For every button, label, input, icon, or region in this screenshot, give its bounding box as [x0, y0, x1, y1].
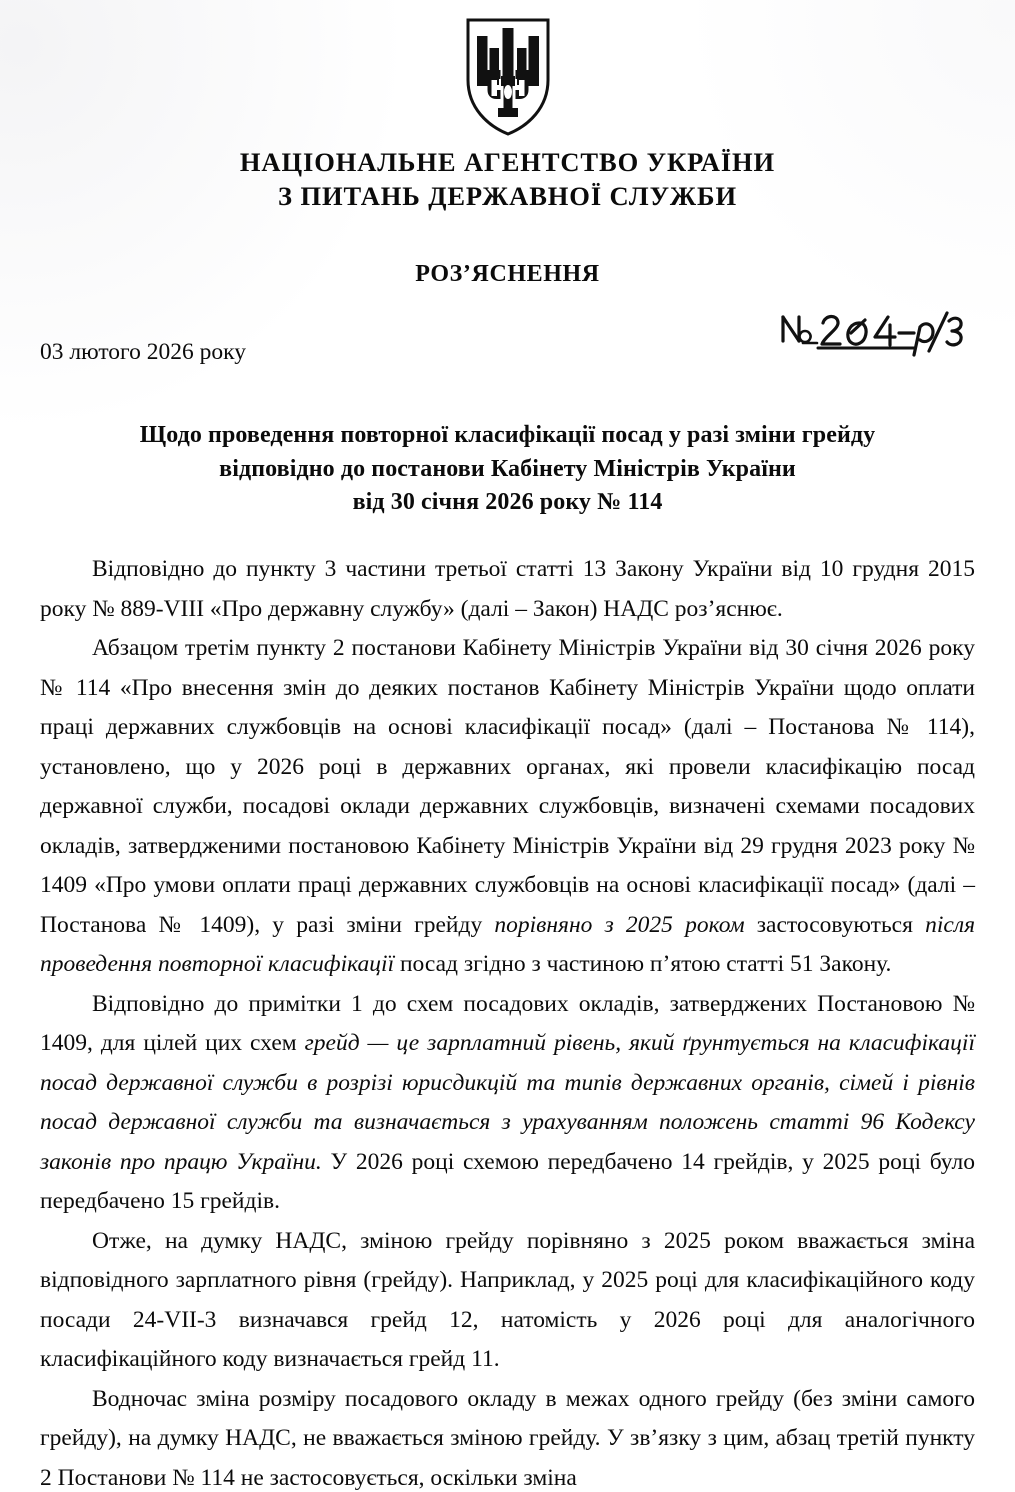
document-number-handwritten: [777, 303, 967, 365]
subject-line-2: відповідно до постанови Кабінету Міністрів України: [219, 455, 796, 482]
paragraph-2-part-b: застосовуються: [744, 911, 926, 938]
paragraph-4: Отже, на думку НАДС, зміною грейду порівняно з 2025 роком вважається зміна відповідного зарплатного рівня (грейду). Наприклад, у 2025 році для класифікаційного коду посади 24-VII-3 визначався грейд 12, натомість у 2026 році для аналогічного класифікаційного коду визначається грейд 11.: [40, 1227, 975, 1372]
paragraph-1: Відповідно до пункту 3 частини третьої статті 13 Закону України від 10 грудня 2015 року № 889-VIII «Про державну службу» (далі – Закон) НАДС роз’яснює.: [40, 556, 975, 622]
paragraph-2-part-a: Абзацом третім пункту 2 постанови Кабінету Міністрів України від 30 січня 2026 року № 114 «Про внесення змін до деяких постанов Кабінету Міністрів України щодо оплати праці державних службовців на основі класифікації посад» (далі – Постанова № 114), установлено, що у 2026 році в державних органах, які провели класифікацію посад державної служби, посадові оклади державних службовців, визначені схемами посадових окладів, затвердженими постановою Кабінету Міністрів України від 29 грудня 2023 року № 1409 «Про умови оплати праці державних службовців на основі класифікації посад» (далі – Постанова № 1409), у разі зміни грейду: [40, 635, 975, 938]
subject-line-1: Щодо проведення повторної класифікації посад у разі зміни грейду: [139, 422, 876, 448]
document-subject: [70, 419, 945, 520]
document-type-heading: РОЗ’ЯСНЕННЯ: [415, 261, 600, 287]
masthead: [0, 145, 1015, 213]
document-date: 03 лютого 2026 року: [40, 339, 246, 365]
masthead-line-1: НАЦІОНАЛЬНЕ АГЕНТСТВО УКРАЇНИ: [239, 147, 776, 177]
paragraph-2-italic-2: після проведення повторної класифікації: [40, 911, 975, 977]
paragraph-5: Водночас зміна розміру посадового окладу в межах одного грейду (без зміни самого грейду), на думку НАДС, не вважається зміною грейду. У зв’язку з цим, абзац третій пункту 2 Постанови № 114 не застосовується, оскільки зміна: [40, 1385, 975, 1491]
paragraph-3-italic: грейд — це зарплатний рівень, який ґрунтується на класифікації посад державної служби в розрізі юрисдикцій та типів державних органів, сімей і рівнів посад державної служби та визначається з урахуванням положень статті 96 Кодексу законів про працю України.: [40, 1030, 975, 1175]
subject-line-3: від 30 січня 2026 року № 114: [352, 489, 663, 515]
paragraph-3: [40, 985, 975, 1222]
masthead-line-2: З ПИТАНЬ ДЕРЖАВНОЇ СЛУЖБИ: [278, 181, 737, 211]
document-body: [40, 550, 975, 1492]
paragraph-3-part-a: Відповідно до примітки 1 до схем посадових окладів, затверджених Постановою № 1409, для цілей цих схем: [40, 990, 975, 1056]
coat-of-arms-emblem: [0, 18, 1015, 136]
paragraph-2-part-c: посад згідно з частиною п’ятою статті 51 Закону.: [394, 951, 892, 977]
date-and-number-row: [40, 331, 975, 377]
paragraph-2: [40, 629, 975, 985]
paragraph-2-italic-1: порівняно з 2025 роком: [494, 911, 745, 938]
paragraph-3-part-b: У 2026 році схемою передбачено 14 грейдів, у 2025 році було передбачено 15 грейдів.: [40, 1148, 975, 1214]
